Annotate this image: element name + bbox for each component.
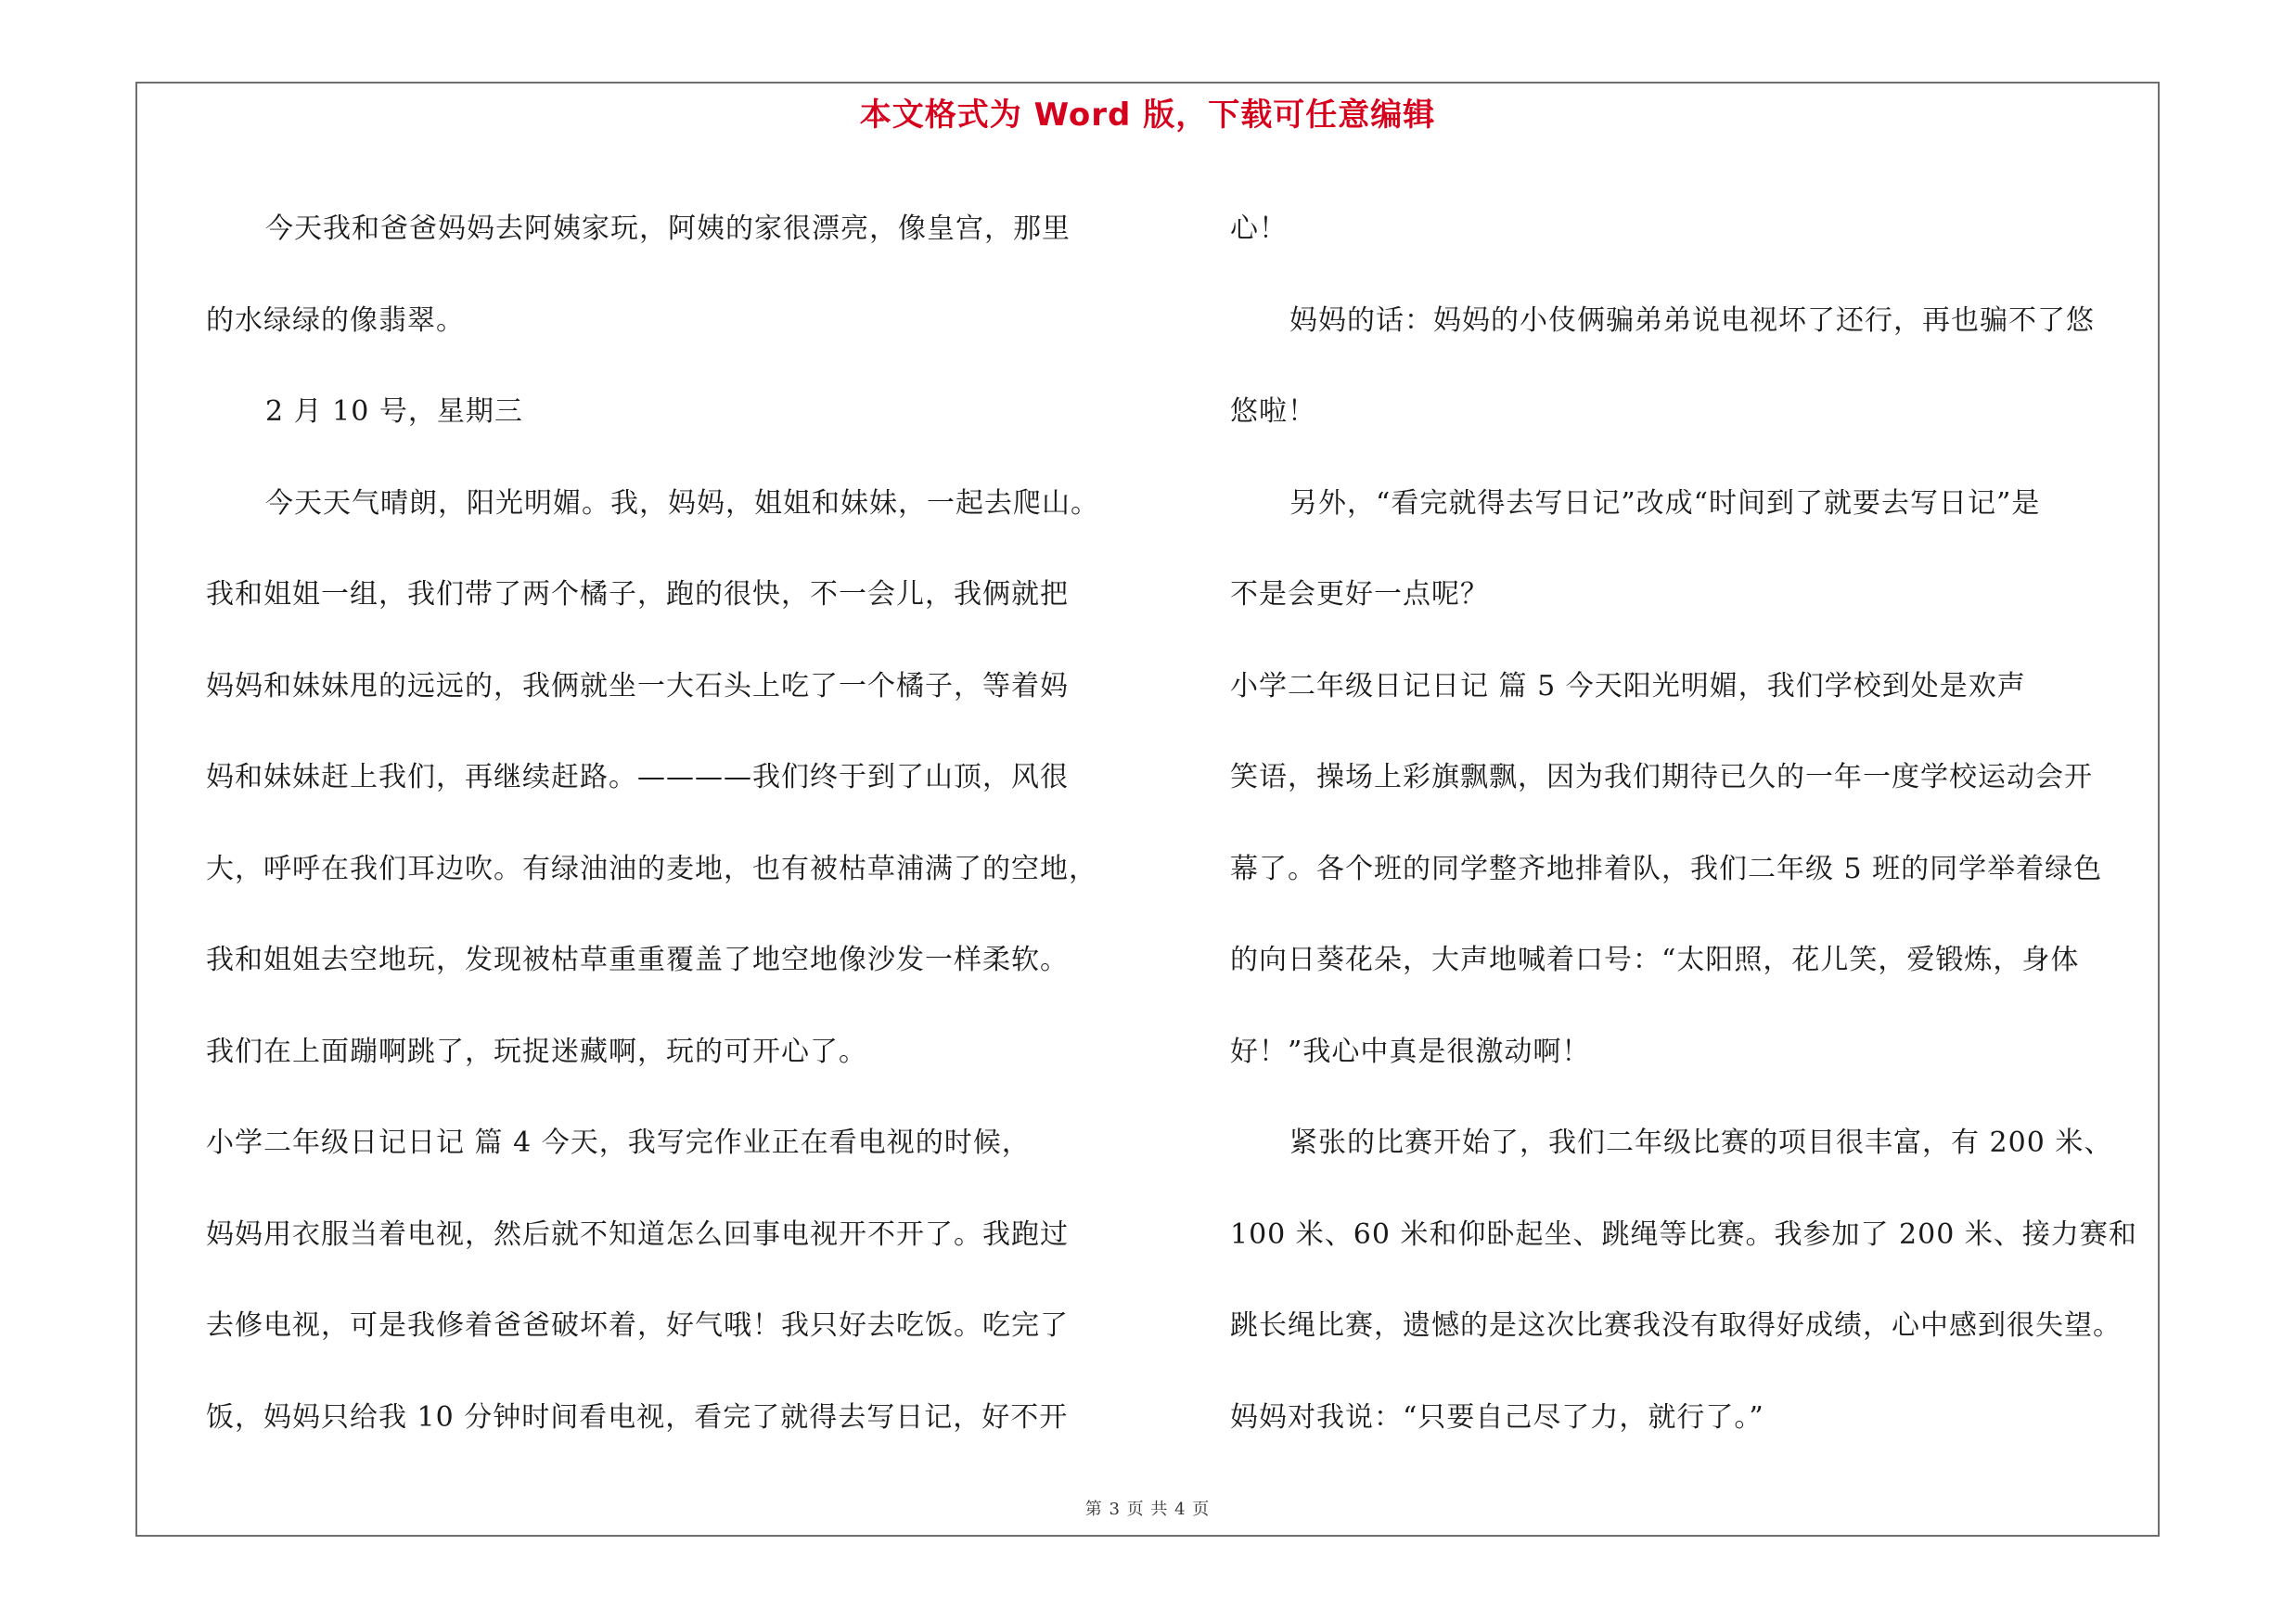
paragraph-line: 的向日葵花朵，大声地喊着口号：“太阳照，花儿笑，爱锻炼，身体 <box>1230 944 2080 976</box>
paragraph-line: 悠啦！ <box>1230 395 1316 428</box>
right-text-column <box>1230 184 2158 1463</box>
paragraph-line: 不是会更好一点呢？ <box>1230 578 1489 611</box>
paragraph-line: 妈妈和妹妹甩的远远的，我俩就坐一大石头上吃了一个橘子，等着妈 <box>206 669 1069 702</box>
paragraph-line: 我和姐姐一组，我们带了两个橘子，跑的很快，不一会儿，我俩就把 <box>206 578 1069 611</box>
paragraph-line: 去修电视，可是我修着爸爸破坏着，好气哦！我只好去吃饭。吃完了 <box>206 1309 1069 1342</box>
paragraph-line: 妈妈用衣服当着电视，然后就不知道怎么回事电视开不开了。我跑过 <box>206 1217 1069 1251</box>
paragraph-line: 的水绿绿的像翡翠。 <box>206 303 465 337</box>
paragraph-line: 笑语，操场上彩旗飘飘，因为我们期待已久的一年一度学校运动会开 <box>1230 761 2093 793</box>
paragraph-line: 妈妈对我说：“只要自己尽了力，就行了。” <box>1230 1400 1764 1434</box>
paragraph-line: 跳长绳比赛，遗憾的是这次比赛我没有取得好成绩，心中感到很失望。 <box>1230 1309 2122 1342</box>
date-heading: 2 月 10 号，星期三 <box>265 395 523 428</box>
paragraph-line: 大，呼呼在我们耳边吹。有绿油油的麦地，也有被枯草浦满了的空地， <box>206 852 1097 885</box>
paragraph-line: 好！”我心中真是很激动啊！ <box>1230 1035 1591 1068</box>
section-heading-line: 小学二年级日记日记 篇 4 今天，我写完作业正在看电视的时候， <box>206 1127 1031 1159</box>
paragraph-line: 妈和妹妹赶上我们，再继续赶路。————我们终于到了山顶，风很 <box>206 761 1069 793</box>
paragraph-line: 紧张的比赛开始了，我们二年级比赛的项目很丰富，有 200 米、 <box>1289 1127 2113 1159</box>
paragraph-line: 幕了。各个班的同学整齐地排着队，我们二年级 5 班的同学举着绿色 <box>1230 852 2103 885</box>
word-format-notice: 本文格式为 Word 版，下载可任意编辑 <box>859 97 1436 134</box>
paragraph-line: 100 米、60 米和仰卧起坐、跳绳等比赛。我参加了 200 米、接力赛和 <box>1230 1217 2137 1251</box>
paragraph-line: 饭，妈妈只给我 10 分钟时间看电视，看完了就得去写日记，好不开 <box>206 1400 1069 1434</box>
paragraph-line: 我和姐姐去空地玩，发现被枯草重重覆盖了地空地像沙发一样柔软。 <box>206 944 1069 976</box>
left-text-column <box>206 184 1143 1463</box>
section-heading-line: 小学二年级日记日记 篇 5 今天阳光明媚，我们学校到处是欢声 <box>1230 669 2026 702</box>
page-number: 第 3 页 共 4 页 <box>1084 1500 1211 1519</box>
paragraph-line: 我们在上面蹦啊跳了，玩捉迷藏啊，玩的可开心了。 <box>206 1035 867 1068</box>
paragraph-line: 今天天气晴朗，阳光明媚。我，妈妈，姐姐和妹妹，一起去爬山。 <box>265 486 1099 520</box>
paragraph-line: 另外，“看完就得去写日记”改成“时间到了就要去写日记”是 <box>1289 486 2041 520</box>
paragraph-line: 妈妈的话：妈妈的小伎俩骗弟弟说电视坏了还行，再也骗不了悠 <box>1289 303 2095 337</box>
paragraph-line: 心！ <box>1230 213 1288 245</box>
paragraph-line: 今天我和爸爸妈妈去阿姨家玩，阿姨的家很漂亮，像皇宫，那里 <box>265 213 1071 245</box>
